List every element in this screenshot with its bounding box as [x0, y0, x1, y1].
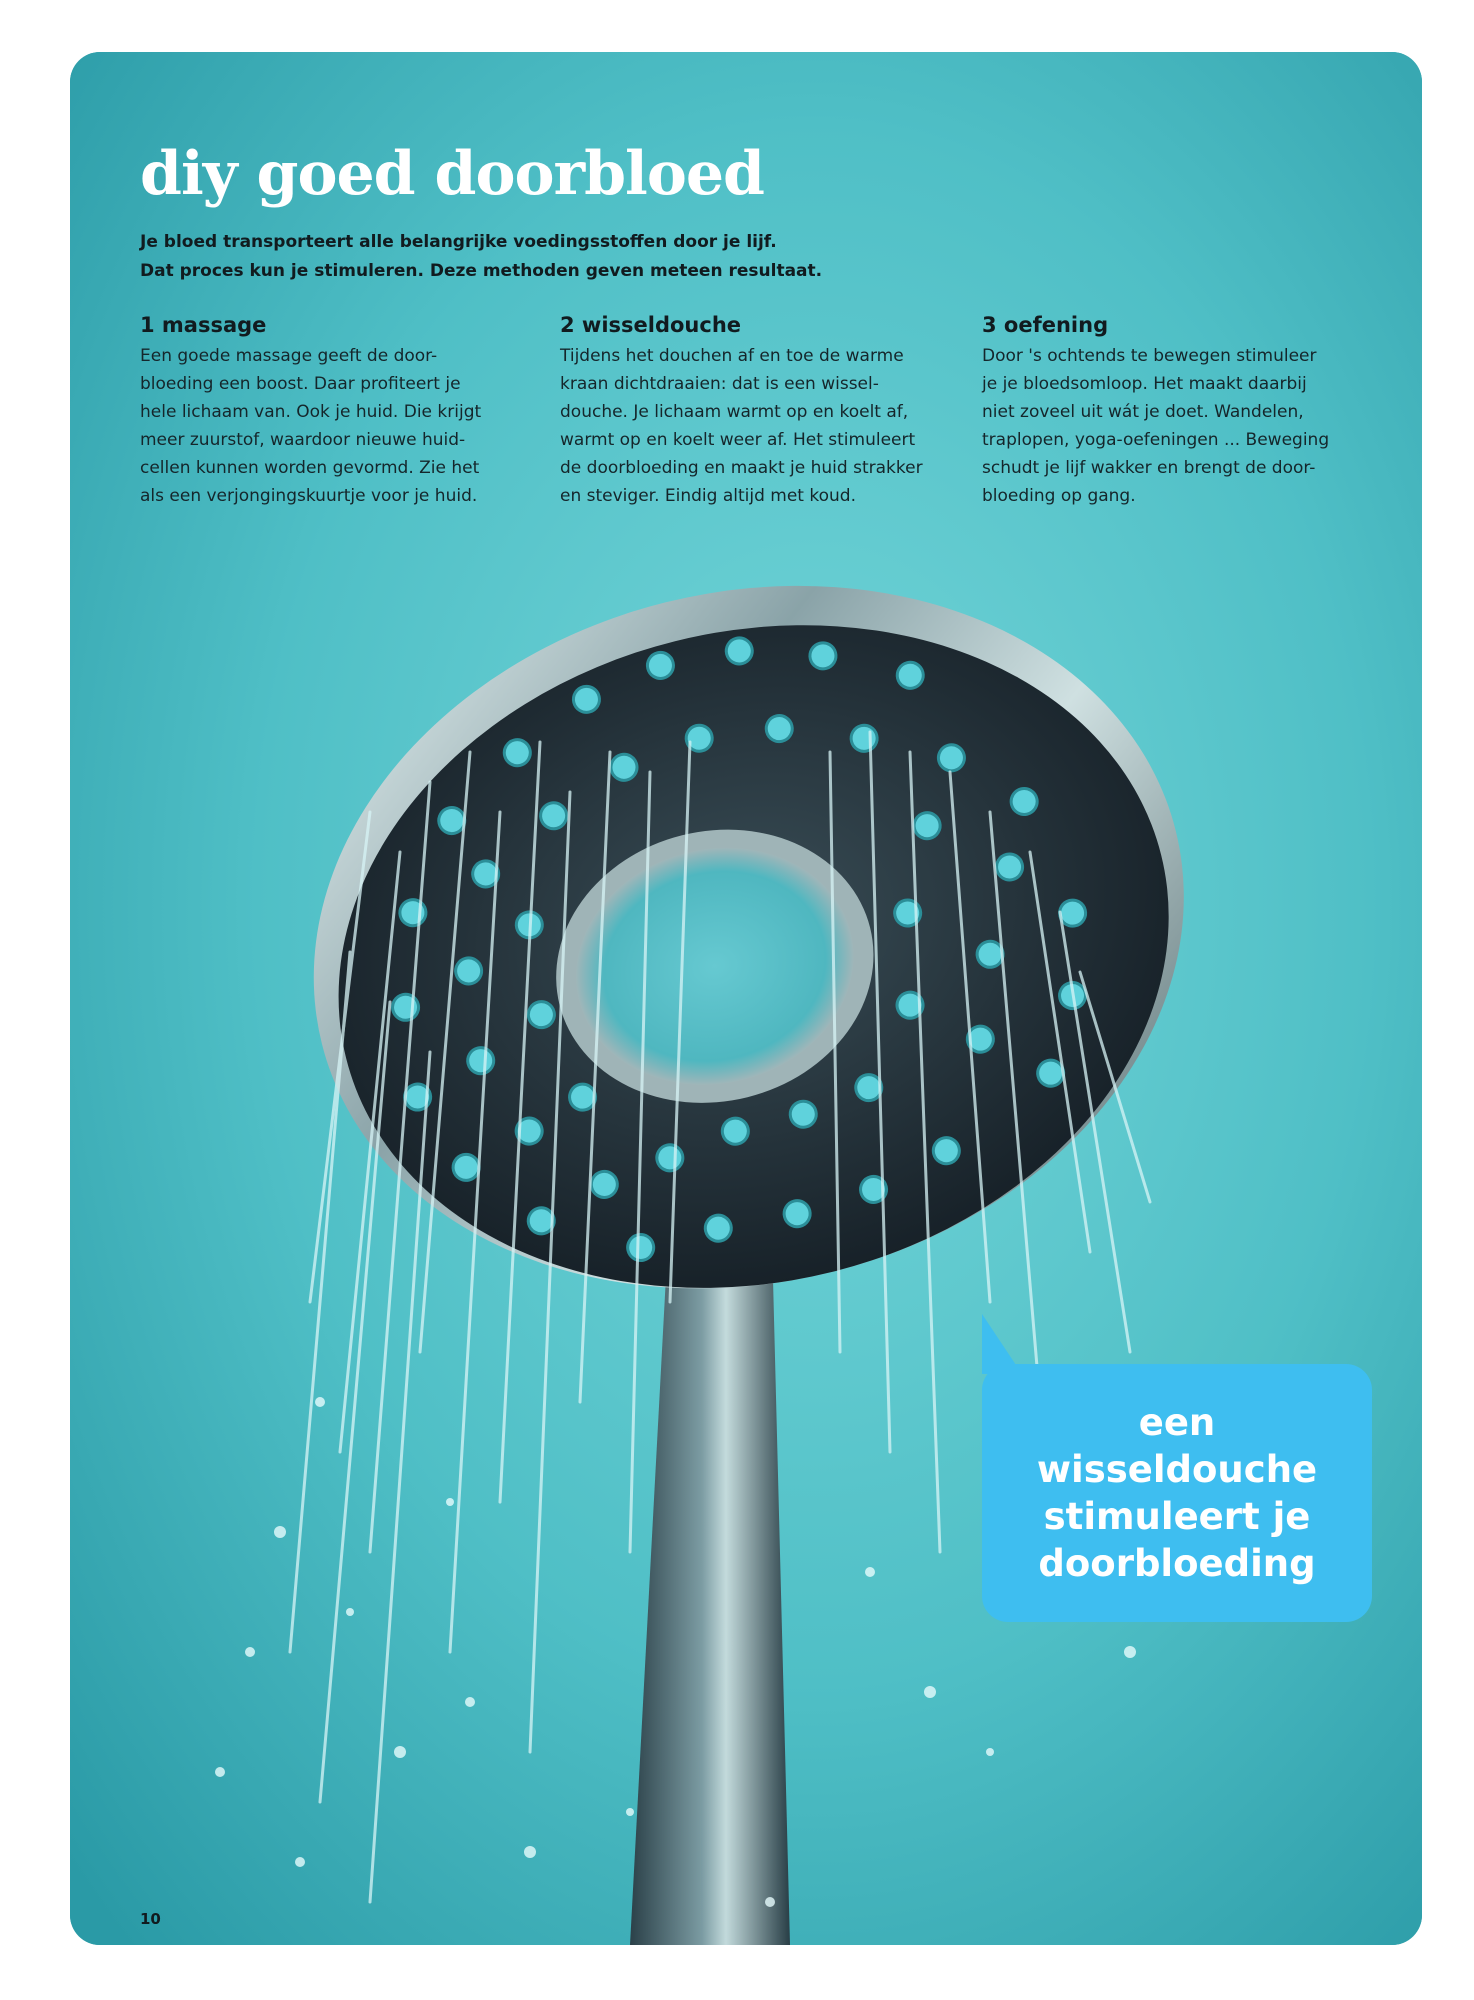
method-massage — [140, 310, 520, 510]
method-oefening — [982, 310, 1362, 510]
page-number: 10 — [140, 1910, 161, 1928]
method-heading: 2 wisseldouche — [560, 313, 742, 337]
article-title: diy goed doorbloed — [140, 139, 764, 209]
method-body: Een goede massage geeft de door- bloeding een boost. Daar profiteert je hele lichaam van. Ook je huid. Die krijgt meer zuurstof, waardoor nieuwe huid- cellen kunnen worden gevormd. Zie het als een verjongingskuurtje voor je huid. — [140, 346, 482, 506]
callout-text: een wisseldouche stimuleert je doorbloeding — [1036, 1401, 1318, 1585]
method-heading: 3 oefening — [982, 313, 1109, 337]
method-body: Door 's ochtends te bewegen stimuleer je je bloedsomloop. Het maakt daarbij niet zoveel uit wát je doet. Wandelen, traplopen, yoga-oefeningen ... Beweging schudt je lijf wakker en brengt de door- bloeding op gang. — [982, 346, 1330, 506]
method-body: Tijdens het douchen af en toe de warme kraan dichtdraaien: dat is een wissel- douche. Je lichaam warmt op en koelt af, warmt op en koelt weer af. Het stimuleert de doorbloeding en maakt je huid strakker en steviger. Eindig altijd met koud. — [560, 346, 923, 506]
method-wisseldouche — [560, 310, 940, 510]
method-heading: 1 massage — [140, 313, 267, 337]
article-intro: Je bloed transporteert alle belangrijke voedingsstoffen door je lijf. Dat proces kun je stimuleren. Deze methoden geven meteen resultaat. — [140, 232, 823, 281]
callout-bubble — [982, 1364, 1372, 1622]
magazine-page — [70, 52, 1422, 1945]
